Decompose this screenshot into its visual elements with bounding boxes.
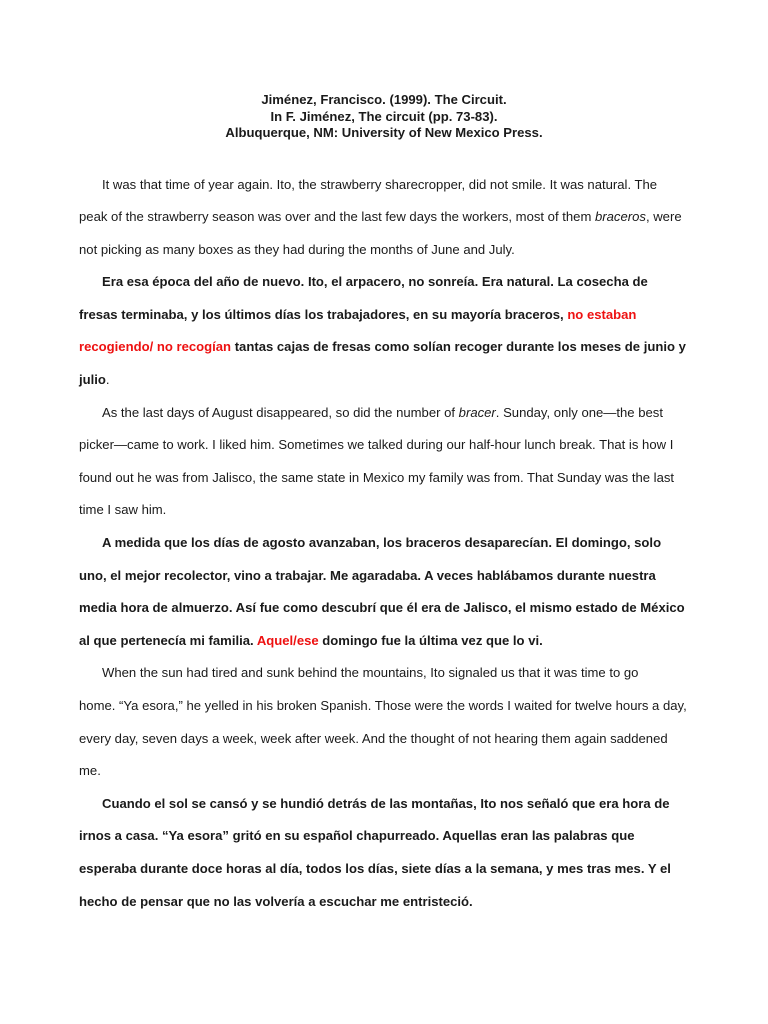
italic-term-braceros: braceros — [595, 209, 646, 225]
english-paragraph-1 — [79, 169, 689, 267]
paragraph-text: It was that time of year again. Ito, the strawberry sharecropper, did not smile. It was natural. The peak of the strawberry season was over and the last few days the workers, most of them — [79, 176, 658, 225]
paragraph-text: . Sunday, only one—the best picker—came to work. I liked him. Sometimes we talked during our half-hour lunch break. That is how I found out he was from Jalisco, the same state in Mexico my family was from. That Sunday was the last time I saw him. — [79, 404, 675, 518]
english-paragraph-2 — [79, 397, 689, 527]
paragraph-text: tantas cajas de fresas como solían recoger durante los meses de junio y julio — [79, 339, 686, 388]
spanish-paragraph-3 — [79, 788, 689, 918]
citation-line-2: In F. Jiménez, The circuit (pp. 73-83). — [270, 108, 498, 124]
citation-header — [79, 92, 689, 142]
highlighted-alternative-text: Aquel/ese — [256, 632, 319, 648]
citation-line-1: Jiménez, Francisco. (1999). The Circuit. — [261, 92, 507, 107]
paragraph-text: domingo fue la última vez que lo vi. — [318, 632, 543, 648]
paragraph-text: A medida que los días de agosto avanzaban, los braceros desaparecían. El domingo, solo uno, el mejor recolector, vino a trabajar. Me agaradaba. A veces hablábamos durante nuestra media hora de almuerzo. Así fue como descubrí que él era de Jalisco, el mismo estado de México al que pertenecía mi familia. — [79, 535, 685, 648]
spanish-paragraph-1 — [79, 266, 689, 396]
paragraph-text: As the last days of August disappeared, so did the number of — [102, 404, 459, 420]
citation-line-3: Albuquerque, NM: University of New Mexico Press. — [225, 125, 543, 140]
spanish-paragraph-2 — [79, 527, 689, 657]
highlighted-alternative-text: no estaban recogiendo/ no recogían — [79, 306, 637, 355]
paragraph-text: , were not picking as many boxes as they had during the months of June and July. — [79, 209, 682, 257]
english-paragraph-3 — [79, 657, 689, 787]
paragraph-first-line: When the sun had tired and sunk behind the mountains, Ito signaled us that it was time to go — [102, 665, 639, 681]
paragraph-text: Era esa época del año de nuevo. Ito, el arpacero, no sonreía. Era natural. La cosecha de fresas terminaba, y los últimos días los trabajadores, en su mayoría braceros, — [79, 274, 648, 322]
paragraph-period: . — [105, 372, 110, 388]
paragraph-text: Cuando el sol se cansó y se hundió detrás de las montañas, Ito nos señaló que era hora de irnos a casa. “Ya esora” gritó en su español chapurreado. Aquellas eran las palabras que esperaba durante doce horas al día, todos los días, siete días a la semana, y mes tras mes. Y el hecho de pensar que no las volvería a escuchar me entristeció. — [79, 795, 671, 909]
paragraph-text: home. “Ya esora,” he yelled in his broken Spanish. Those were the words I waited for twelve hours a day, every day, seven days a week, week after week. And the thought of not hearing them again saddened me. — [79, 698, 687, 779]
italic-term-bracer: bracer — [458, 404, 496, 420]
